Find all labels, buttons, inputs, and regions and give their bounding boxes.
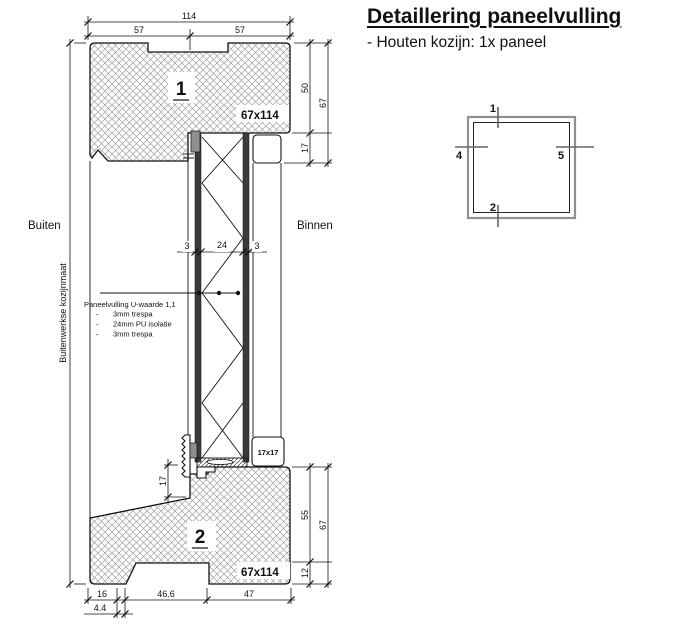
dim-group-bottom: [84, 588, 295, 618]
dim-4-4: 4.4: [93, 603, 107, 613]
dim-edge-12: 12: [300, 567, 310, 579]
panel-note: [84, 291, 240, 339]
glazing-bead-top: [253, 135, 281, 163]
setting-block-lens: [207, 460, 233, 465]
anchor-hardware-bottom: [190, 443, 197, 458]
leader-dot: [236, 291, 240, 295]
key-plan-square-outer: [468, 117, 575, 218]
page-title: Detaillering paneelvulling: [367, 5, 622, 28]
dim-skin-right: 3: [254, 241, 260, 251]
dim-skin-left: 3: [184, 241, 190, 251]
trespa-skin-left: [195, 133, 201, 462]
dim-rebate-55: 55: [300, 509, 310, 521]
anchor-hardware-top: [191, 131, 200, 152]
side-label-binnen: Binnen: [297, 220, 333, 232]
page-subtitle: - Houten kozijn: 1x paneel: [367, 34, 547, 52]
leader-dot: [197, 291, 201, 295]
dim-width-right: 57: [234, 25, 246, 35]
dim-46-6: 46.6: [157, 589, 175, 599]
note-title: Paneelvulling U-waarde 1,1: [84, 300, 176, 309]
leader-dot: [217, 291, 221, 295]
note-bullet: -: [96, 309, 99, 319]
dim-frame-67-top: 67: [318, 97, 328, 109]
dim-47: 47: [243, 589, 255, 599]
keyplan-mark-4: 4: [456, 150, 463, 162]
dim-bead-17-top: 17: [300, 142, 310, 154]
dim-16: 16: [96, 589, 108, 599]
dim-group-left: [58, 39, 86, 588]
profile-label-bottom: 67x114: [241, 567, 279, 579]
detail-number-bottom: 2: [194, 527, 206, 548]
dim-group-upstand: [158, 459, 186, 502]
note-bullet: -: [96, 319, 99, 329]
dim-width-total: 114: [181, 11, 197, 21]
dim-upstand-17: 17: [158, 475, 168, 487]
profile-label-top: 67x114: [241, 110, 279, 122]
note-bullet: -: [96, 329, 99, 339]
detail-number-top: 1: [175, 79, 187, 100]
insulation-zigzag: [202, 137, 243, 458]
side-label-buiten: Buiten: [28, 220, 61, 232]
keyplan-mark-2: 2: [489, 202, 496, 214]
dim-core: 24: [216, 240, 228, 250]
keyplan-mark-5: 5: [558, 150, 565, 162]
dim-rebate-50: 50: [300, 82, 310, 94]
note-item-3: 3mm trespa: [113, 329, 153, 339]
key-plan: [455, 103, 594, 227]
dim-frame-67-bottom: 67: [318, 519, 328, 531]
dim-width-left: 57: [133, 25, 145, 35]
dim-group-right-top: [284, 39, 332, 167]
key-plan-square-inner: [474, 123, 570, 213]
dim-group-right-bottom: [292, 463, 332, 588]
ventilation-strip: [182, 435, 190, 477]
frame-measure-label: Buitenwerkse kozijnmaat: [58, 263, 68, 363]
note-item-1: 3mm trespa: [113, 309, 153, 319]
bead-label: 17x17: [257, 448, 279, 457]
trespa-skin-right: [243, 133, 249, 462]
note-item-2: 24mm PU isolatie: [113, 319, 172, 329]
dim-group-panel: [177, 240, 267, 256]
keyplan-mark-1: 1: [489, 103, 496, 115]
